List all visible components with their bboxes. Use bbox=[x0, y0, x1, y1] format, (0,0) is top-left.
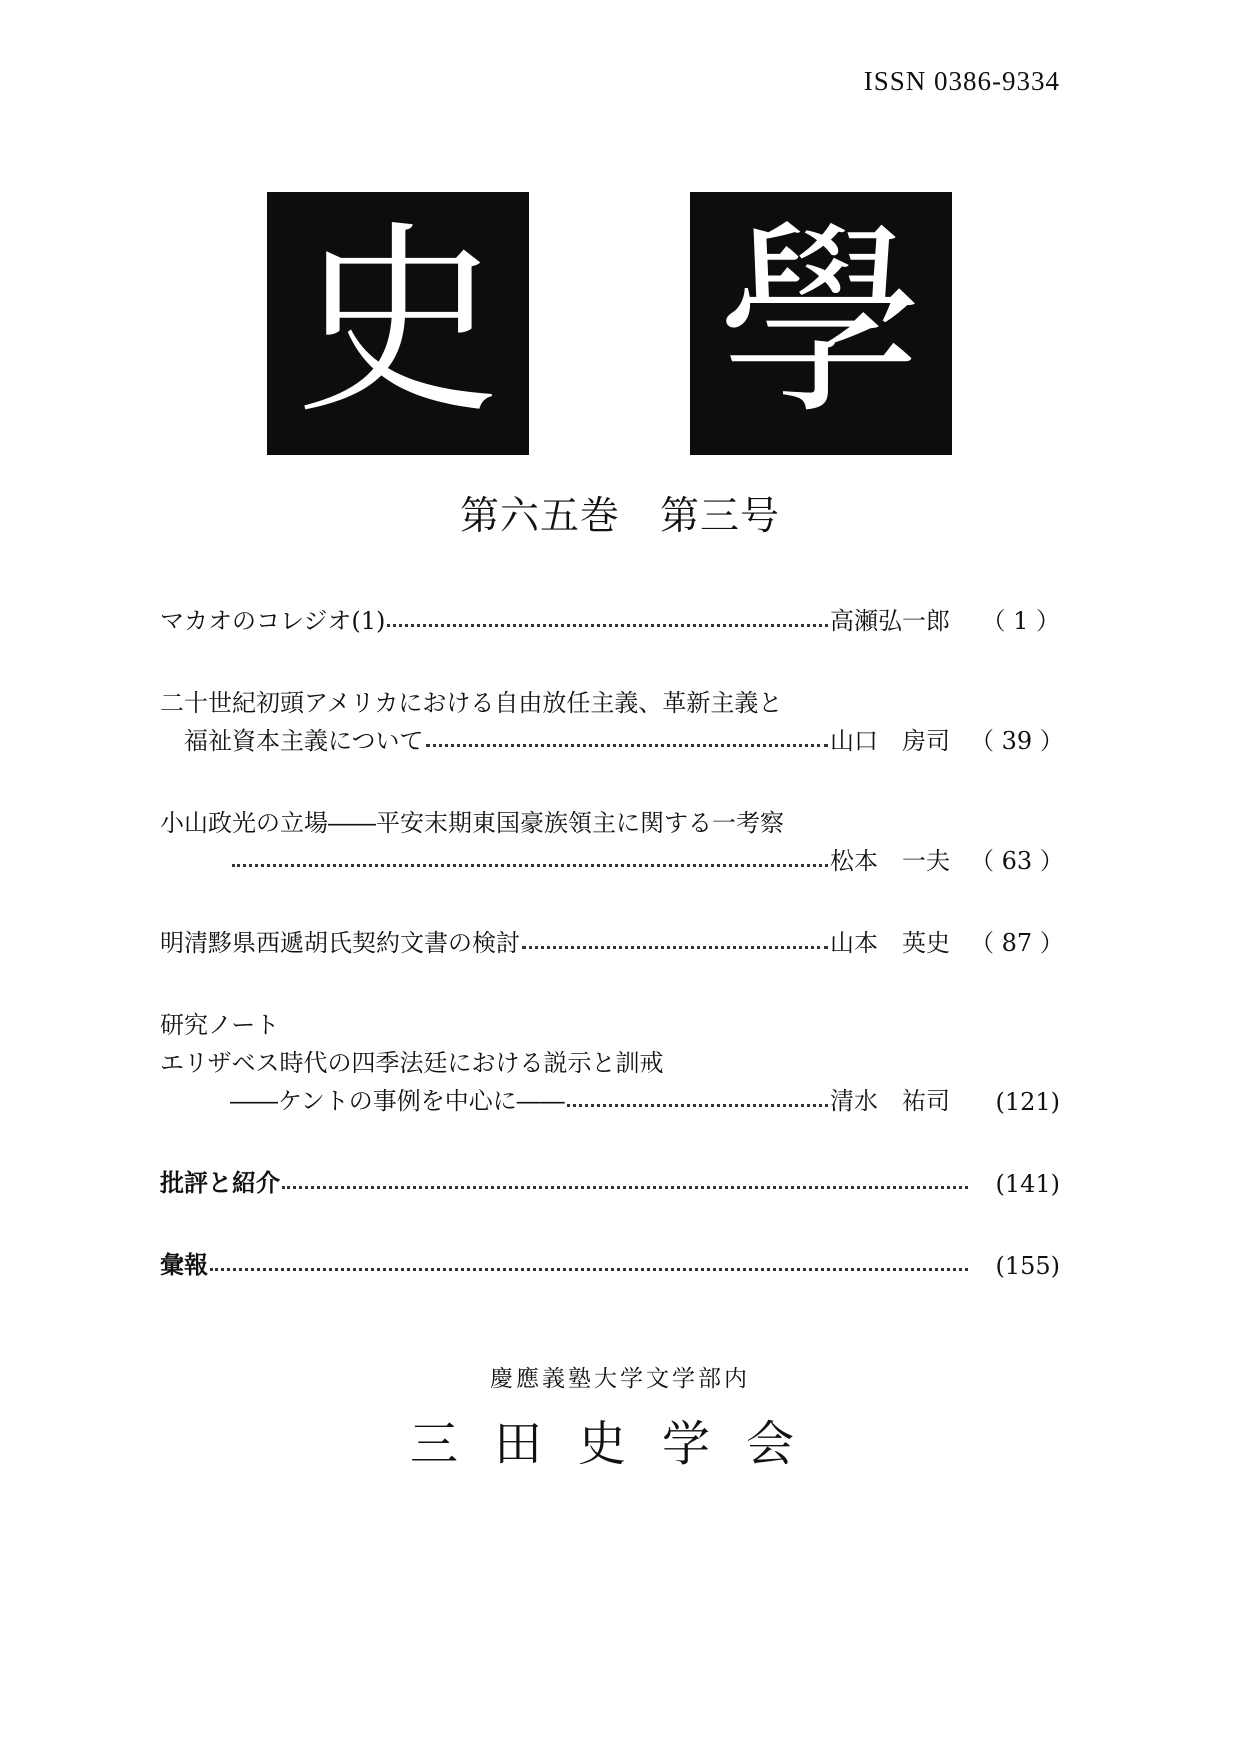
toc-entry-title-continued: 福祉資本主義について bbox=[184, 727, 424, 755]
title-char-gaku: 學 bbox=[718, 204, 924, 442]
toc-entry-6 bbox=[160, 1160, 1060, 1198]
journal-title-char-1 bbox=[267, 192, 529, 455]
toc-entry-author: 高瀬弘一郎 bbox=[830, 607, 950, 635]
issn-number: ISSN 0386-9334 bbox=[863, 66, 1060, 96]
toc-entry-author: 松本 一夫 bbox=[830, 847, 950, 875]
publisher-name: 三田史学会 bbox=[409, 1416, 830, 1472]
toc-entry-3 bbox=[160, 838, 1064, 876]
toc-entry-2-title: 二十世紀初頭アメリカにおける自由放任主義、革新主義と bbox=[160, 689, 783, 717]
table-of-contents bbox=[160, 598, 1064, 1280]
toc-entry-page: （ 39 ） bbox=[970, 727, 1064, 755]
leader-dots bbox=[387, 624, 828, 627]
toc-entry-author: 清水 祐司 bbox=[830, 1087, 950, 1115]
toc-entry-2 bbox=[160, 718, 1064, 756]
toc-entry-page: (121) bbox=[995, 1088, 1060, 1116]
toc-entry-4 bbox=[160, 920, 1064, 958]
toc-entry-5-title: エリザベス時代の四季法廷における説示と訓戒 bbox=[160, 1049, 664, 1077]
publisher-affiliation: 慶應義塾大学文学部内 bbox=[490, 1366, 750, 1392]
toc-entry-author: 山口 房司 bbox=[830, 727, 950, 755]
toc-entry-3-title: 小山政光の立場――平安末期東国豪族領主に関する一考察 bbox=[160, 809, 784, 837]
leader-dots bbox=[426, 744, 828, 747]
toc-entry-title: 彙報 bbox=[160, 1250, 208, 1279]
volume-issue: 第六五巻 第三号 bbox=[459, 494, 780, 539]
leader-dots bbox=[232, 864, 828, 867]
toc-entry-5 bbox=[160, 1078, 1060, 1116]
toc-entry-page: （ 87 ） bbox=[970, 929, 1064, 957]
toc-entry-author: 山本 英史 bbox=[830, 929, 950, 957]
toc-entry-subtitle: ――ケントの事例を中心に―― bbox=[230, 1087, 565, 1115]
toc-entry-page: （ 1 ） bbox=[981, 607, 1060, 635]
leader-dots bbox=[522, 946, 828, 949]
leader-dots bbox=[567, 1104, 828, 1107]
toc-entry-page: (141) bbox=[995, 1170, 1060, 1198]
section-heading: 研究ノート bbox=[160, 1011, 280, 1039]
toc-entry-title: マカオのコレジオ(1) bbox=[160, 607, 386, 635]
journal-title-char-2 bbox=[690, 192, 952, 455]
toc-entry-7 bbox=[160, 1242, 1060, 1280]
toc-entry-title: 明清黟県西遞胡氏契約文書の検討 bbox=[160, 929, 520, 957]
toc-entry-1 bbox=[160, 598, 1060, 636]
title-char-shi: 史 bbox=[295, 204, 501, 442]
toc-entry-page: （ 63 ） bbox=[970, 847, 1064, 875]
leader-dots bbox=[282, 1186, 968, 1189]
toc-entry-page: (155) bbox=[995, 1252, 1060, 1280]
leader-dots bbox=[210, 1268, 968, 1271]
toc-entry-title: 批評と紹介 bbox=[160, 1168, 280, 1197]
